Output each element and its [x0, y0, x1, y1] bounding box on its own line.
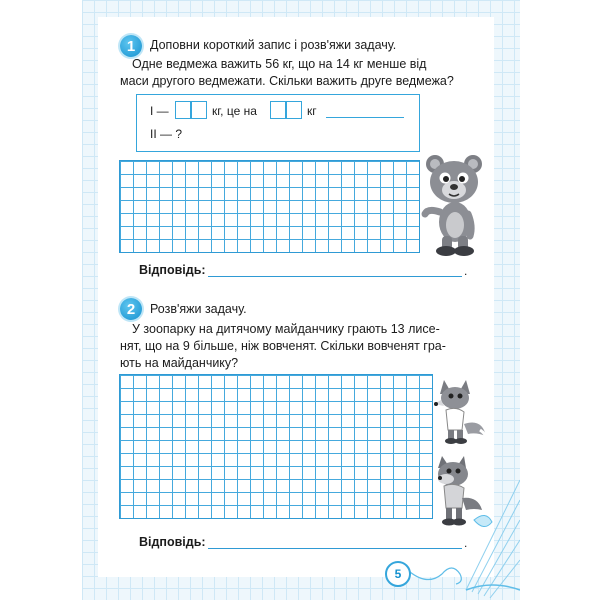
task1-solution-grid[interactable]	[119, 160, 420, 253]
page-number: 5	[385, 561, 411, 587]
task1-answer-label: Відповідь:	[139, 263, 206, 277]
task2-solution-grid[interactable]	[119, 374, 433, 519]
record-input-cell[interactable]	[175, 101, 191, 119]
task1-number-badge: 1	[120, 35, 142, 57]
record-input-cell[interactable]	[191, 101, 207, 119]
task2-problem-line: У зоопарку на дитячому майданчику грають 13 лисе-	[132, 322, 440, 336]
task2-problem	[120, 321, 472, 372]
record-line1-unit: кг	[307, 104, 317, 118]
record-line1-prefix: I —	[150, 104, 169, 118]
task1-problem-line: маси другого ведмежати. Скільки важить друге ведмежа?	[120, 74, 454, 88]
task2-number-badge: 2	[120, 298, 142, 320]
record-input-cell[interactable]	[270, 101, 286, 119]
task1-title: Доповни короткий запис і розв'яжи задачу.	[150, 38, 397, 52]
task2-problem-line: ють на майданчику?	[120, 356, 239, 370]
task1-problem	[120, 56, 472, 90]
record-input-cell[interactable]	[286, 101, 302, 119]
task2-title: Розв'яжи задачу.	[150, 302, 247, 316]
record-line2: II — ?	[150, 127, 183, 141]
task1-answer-line[interactable]	[208, 276, 462, 277]
record-line1-middle: кг, це на	[212, 104, 257, 118]
book-decoration	[462, 440, 520, 600]
record-fill-line[interactable]	[326, 117, 404, 118]
task1-problem-line: Одне ведмежа важить 56 кг, що на 14 кг менше від	[132, 57, 427, 71]
fox-cub-illustration	[432, 376, 492, 446]
task2-answer-label: Відповідь:	[139, 535, 206, 549]
task1-answer-period: .	[464, 264, 468, 278]
task2-answer-period: .	[464, 536, 468, 550]
bear-cub-illustration	[418, 150, 488, 258]
task2-problem-line: нят, що на 9 більше, ніж вовченят. Скільки вовченят гра-	[120, 339, 446, 353]
page-number-swirl	[408, 556, 468, 590]
task2-answer-line[interactable]	[208, 548, 462, 549]
